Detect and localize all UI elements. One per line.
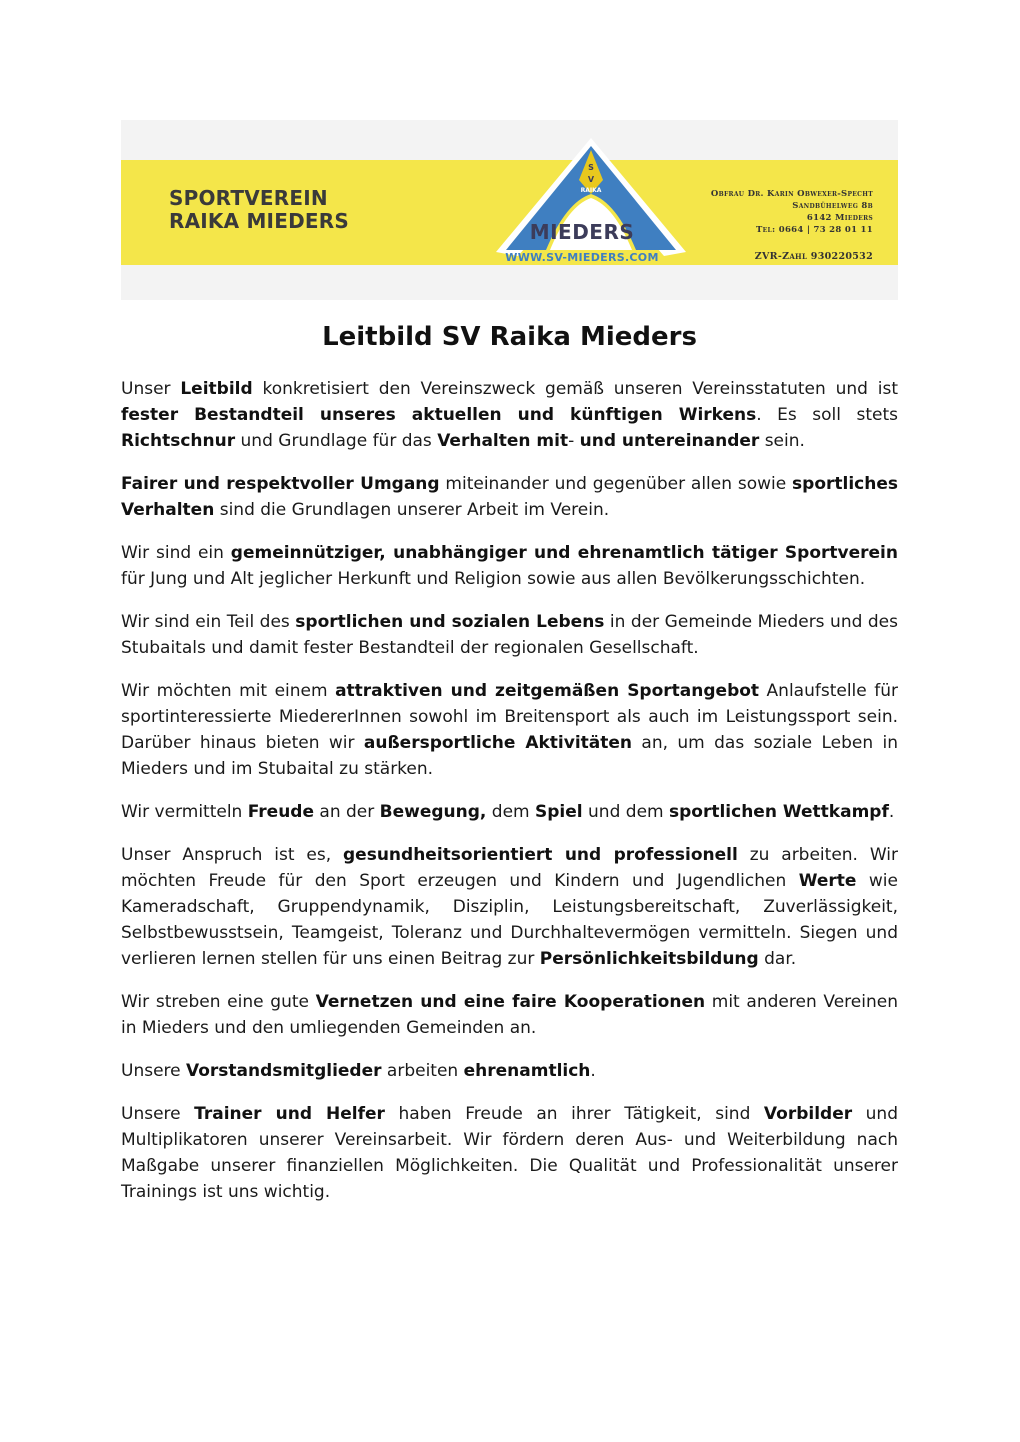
body-text: in der Gemeinde Mieders und des Stubaitals und damit fester Bestandteil der regionalen Gesellschaft. xyxy=(121,612,898,658)
body-text: an, um das soziale Leben in Mieders und im Stubaital zu stärken. xyxy=(121,733,898,779)
header-banner xyxy=(121,120,898,300)
body-text: für Jung und Alt jeglicher Herkunft und Religion sowie aus allen Bevölkerungsschichten. xyxy=(121,569,866,589)
contact-line: Sandbühelweg 8b xyxy=(792,201,873,211)
body-text: Wir vermitteln xyxy=(121,802,248,822)
body-text: . xyxy=(888,802,895,822)
body-text: und Grundlage für das xyxy=(235,431,438,451)
emphasis-text: gemeinnütziger, unabhängiger und ehrenamtlich tätiger Sportverein xyxy=(230,543,898,563)
club-name-line2: RAIKA MIEDERS xyxy=(169,209,349,233)
emphasis-text: sportliches Verhalten xyxy=(121,474,898,520)
body-text: Unser Anspruch ist es, xyxy=(121,845,343,865)
body-text: Unsere xyxy=(121,1104,195,1124)
emphasis-text: Richtschnur xyxy=(121,431,236,451)
emphasis-text: und untereinander xyxy=(579,431,760,451)
leitbild-body xyxy=(121,376,898,1222)
website-link[interactable]: WWW.SV-MIEDERS.COM xyxy=(505,251,659,264)
body-text: und dem xyxy=(582,802,669,822)
emphasis-text: Vernetzen und eine faire Kooperationen xyxy=(315,992,706,1012)
body-text: . xyxy=(590,1061,596,1081)
paragraph xyxy=(121,842,898,972)
contact-block xyxy=(711,188,873,236)
body-text: sein. xyxy=(759,431,805,451)
logo-name: MIEDERS xyxy=(529,220,635,244)
body-text: Unser xyxy=(121,379,181,399)
body-text: mit anderen Vereinen in Mieders und den umliegenden Gemeinden an. xyxy=(121,992,898,1038)
body-text: sind die Grundlagen unserer Arbeit im Verein. xyxy=(214,500,610,520)
emphasis-text: sportlichen Wettkampf xyxy=(669,802,889,822)
emphasis-text: ehrenamtlich xyxy=(463,1061,591,1081)
emphasis-text: Persönlichkeitsbildung xyxy=(539,949,759,969)
body-text: Wir möchten mit einem xyxy=(121,681,336,701)
body-text: Wir streben eine gute xyxy=(121,992,316,1012)
emphasis-text: Verhalten mit xyxy=(437,431,569,451)
body-text: dem xyxy=(486,802,536,822)
paragraph xyxy=(121,989,898,1041)
paragraph xyxy=(121,376,898,454)
paragraph xyxy=(121,540,898,592)
body-text: Wir sind ein Teil des xyxy=(121,612,296,632)
emphasis-text: attraktiven und zeitgemäßen Sportangebot xyxy=(335,681,760,701)
body-text: arbeiten xyxy=(381,1061,464,1081)
logo-letter-s: S xyxy=(588,163,594,172)
body-text: miteinander und gegenüber allen sowie xyxy=(439,474,793,494)
paragraph xyxy=(121,678,898,782)
body-text: Wir sind ein xyxy=(121,543,231,563)
body-text: konkretisiert den Vereinszweck gemäß unseren Vereinsstatuten und ist xyxy=(252,379,898,399)
paragraph xyxy=(121,1101,898,1205)
body-text: wie Kameradschaft, Gruppendynamik, Disziplin, Leistungsbereitschaft, Zuverlässigkeit, Selbstbewusstsein, Teamgeist, Toleranz und Durchhaltevermögen vermitteln. Siegen und verlieren lernen stellen für uns einen Beitrag zur xyxy=(121,871,898,969)
paragraph xyxy=(121,799,898,825)
club-name-line1: SPORTVEREIN xyxy=(169,186,328,210)
emphasis-text: Leitbild xyxy=(180,379,253,399)
body-text: an der xyxy=(314,802,380,822)
zvr-number: ZVR-Zahl 930220532 xyxy=(754,251,873,262)
paragraph xyxy=(121,1058,898,1084)
emphasis-text: Vorbilder xyxy=(763,1104,853,1124)
body-text: dar. xyxy=(758,949,797,969)
body-text: . Es soll stets xyxy=(756,405,898,425)
body-text: zu arbeiten. Wir möchten Freude für den Sport erzeugen und Kindern und Jugendlichen xyxy=(121,845,899,891)
paragraph xyxy=(121,471,898,523)
body-text: - xyxy=(568,431,580,451)
body-text: und Multiplikatoren unserer Vereinsarbeit. Wir fördern deren Aus- und Weiterbildung nach Maßgabe unserer finanziellen Möglichkeiten. Die Qualität und Professionalität unserer Trainings ist uns wichtig. xyxy=(121,1104,898,1202)
page-title: Leitbild SV Raika Mieders xyxy=(322,322,697,352)
body-text: Anlaufstelle für sportinteressierte MiedererInnen sowohl im Breitensport als auch im Leistungssport sein. Darüber hinaus bieten wir xyxy=(121,681,898,753)
emphasis-text: außersportliche Aktivitäten xyxy=(363,733,633,753)
logo-small-text: RAIKA xyxy=(580,187,602,194)
emphasis-text: Vorstandsmitglieder xyxy=(186,1061,382,1081)
club-name xyxy=(169,187,349,233)
logo-letter-v: V xyxy=(587,175,595,184)
emphasis-text: Bewegung, xyxy=(379,802,487,822)
body-text: haben Freude an ihrer Tätigkeit, sind xyxy=(384,1104,764,1124)
emphasis-text: fester Bestandteil unseres aktuellen und künftigen Wirkens xyxy=(121,405,757,425)
contact-line: Tel: 0664 | 73 28 01 11 xyxy=(756,225,873,235)
paragraph xyxy=(121,609,898,661)
body-text: Unsere xyxy=(121,1061,187,1081)
emphasis-text: Werte xyxy=(798,871,857,891)
contact-line: Obfrau Dr. Karin Obwexer-Specht xyxy=(710,189,873,199)
emphasis-text: Freude xyxy=(247,802,314,822)
emphasis-text: Fairer und respektvoller Umgang xyxy=(121,474,440,494)
emphasis-text: Trainer und Helfer xyxy=(194,1104,385,1124)
emphasis-text: gesundheitsorientiert und professionell xyxy=(343,845,738,865)
contact-line: 6142 Mieders xyxy=(806,213,873,223)
emphasis-text: Spiel xyxy=(535,802,583,822)
emphasis-text: sportlichen und sozialen Lebens xyxy=(295,612,605,632)
